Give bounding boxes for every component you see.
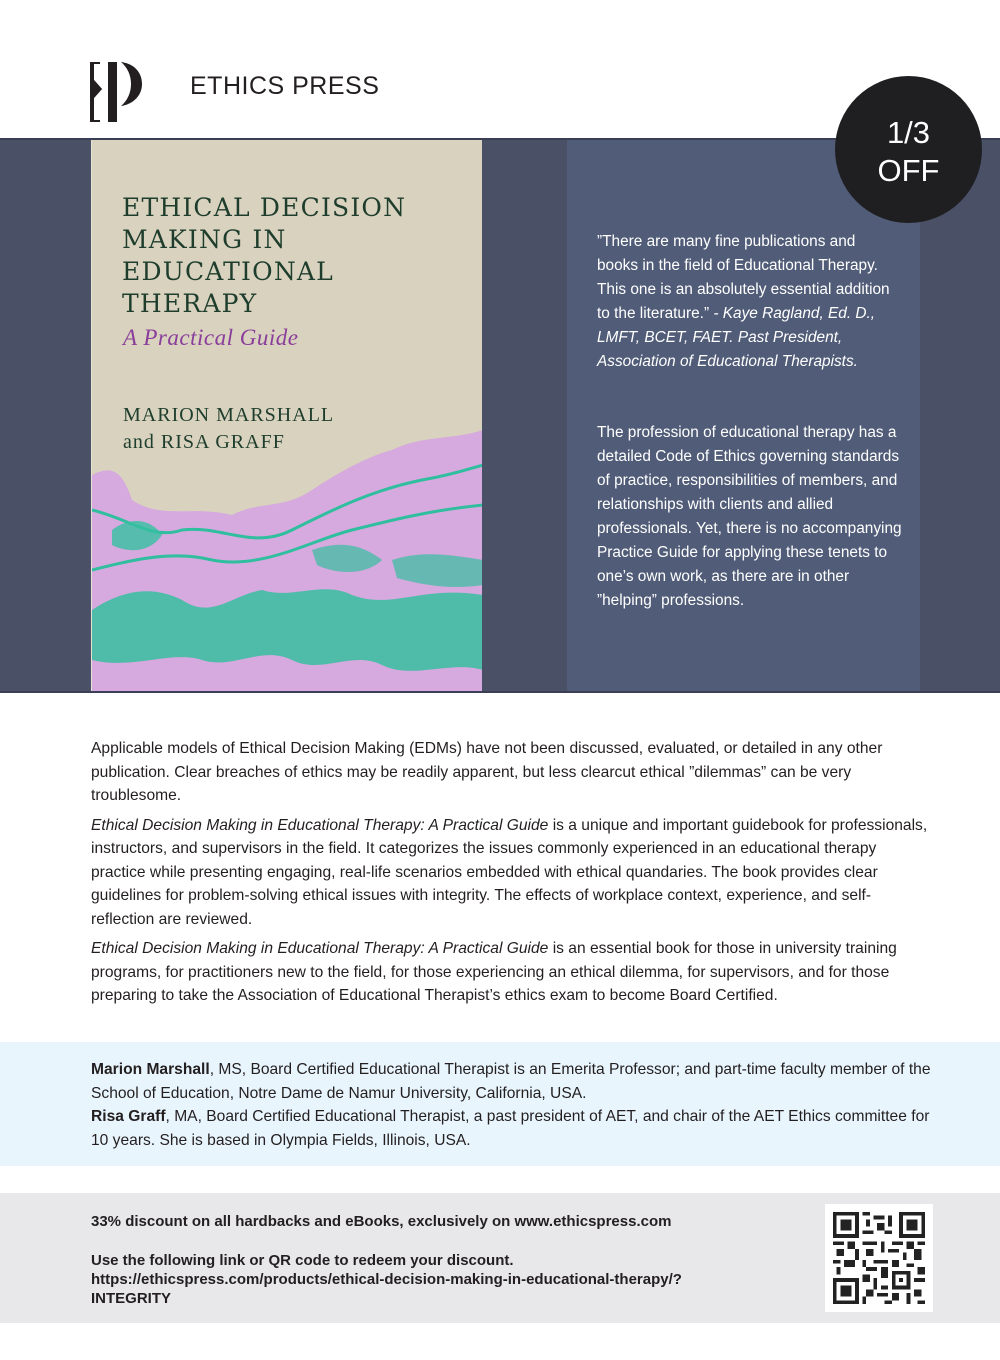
book-title-italic: Ethical Decision Making in Educational Therapy: A Practical Guide <box>91 940 549 957</box>
cover-title-line: ETHICAL DECISION <box>122 193 407 222</box>
discount-badge <box>835 76 982 223</box>
author-bio <box>91 1058 951 1105</box>
redeem-block <box>91 1251 711 1308</box>
cover-subtitle: A Practical Guide <box>123 325 299 350</box>
testimonial <box>597 230 897 374</box>
author-bio <box>91 1105 951 1152</box>
testimonial-attribution: - Kaye Ragland, Ed. D., LMFT, BCET, FAET. Past President, Association of Educational Therapists. <box>597 305 876 370</box>
book-title-italic: Ethical Decision Making in Educational Therapy: A Practical Guide <box>91 816 549 834</box>
body-text <box>91 737 931 1014</box>
cover-title-line: MAKING IN <box>122 225 287 254</box>
cover-author-line: and RISA GRAFF <box>123 431 285 453</box>
cover-title-line: EDUCATIONAL <box>122 257 334 286</box>
body-paragraph <box>91 814 931 932</box>
body-paragraph-text: is a unique and important guidebook for professionals, instructors, and supervisors in the field. It categorizes the issues commonly experienced in an educational therapy practice while presenting engaging, real-life scenarios embedded with ethical quandaries. The book provides clear guidelines for problem-solving ethical issues with integrity. The effects of workplace context, experience, and self-reflection are reviewed. <box>91 816 928 928</box>
cover-title-line: THERAPY <box>122 289 258 318</box>
brand-name: ETHICS PRESS <box>190 72 380 100</box>
quote-panel <box>567 140 920 691</box>
hero-band <box>0 138 1000 693</box>
author-name: Marion Marshall <box>91 1061 210 1078</box>
badge-off: OFF <box>877 152 940 188</box>
author-bio-text: , MS, Board Certified Educational Therapist is an Emerita Professor; and part-time faculty member of the School of Education, Notre Dame de Namur University, California, USA. <box>91 1061 931 1102</box>
qr-code-icon[interactable] <box>825 1204 933 1312</box>
watercolor-art-icon <box>92 410 482 691</box>
cover-title <box>122 192 406 320</box>
body-paragraph-text: is an essential book for those in university training programs, for practitioners new to the field, for those experiencing an ethical dilemma, for supervisors, and for those preparing to take the Association of Educational Therapist’s ethics exam to become Board Certified. <box>91 940 897 1004</box>
author-bio-text: , MA, Board Certified Educational Therapist, a past president of AET, and chair of the AET Ethics committee for 10 years. She is based in Olympia Fields, Illinois, USA. <box>91 1108 930 1149</box>
ep-monogram-logo-icon <box>90 62 142 122</box>
discount-footer <box>0 1193 1000 1323</box>
redeem-link[interactable]: https://ethicspress.com/products/ethical-decision-making-in-educational-therapy/?INTEGRITY <box>91 1271 682 1307</box>
author-name: Risa Graff <box>91 1108 166 1125</box>
description: The profession of educational therapy has a detailed Code of Ethics governing standards of practice, responsibilities of members, and relationships with clients and allied professionals. Yet, there is no accompanying Practice Guide for applying these tenets to one’s own work, as there are in other ”helping” professions. <box>597 424 902 609</box>
testimonial-text: ”There are many fine publications and books in the field of Educational Therapy. This one is an absolutely essential addition to the literature.” <box>597 233 890 322</box>
promo-text[interactable]: 33% discount on all hardbacks and eBooks, exclusively on www.ethicspress.com <box>91 1213 672 1230</box>
redeem-instructions: Use the following link or QR code to redeem your discount. <box>91 1252 514 1269</box>
body-paragraph <box>91 937 931 1008</box>
author-bios-text <box>91 1058 951 1152</box>
badge-fraction: 1/3 <box>886 114 931 150</box>
author-bios <box>0 1042 1000 1166</box>
body-paragraph: Applicable models of Ethical Decision Making (EDMs) have not been discussed, evaluated, or detailed in any other publication. Clear breaches of ethics may be readily apparent, but less clearcut ethical ”dilemmas” can be very troublesome. <box>91 740 883 804</box>
book-cover <box>91 140 482 691</box>
cover-author-line: MARION MARSHALL <box>123 404 335 426</box>
